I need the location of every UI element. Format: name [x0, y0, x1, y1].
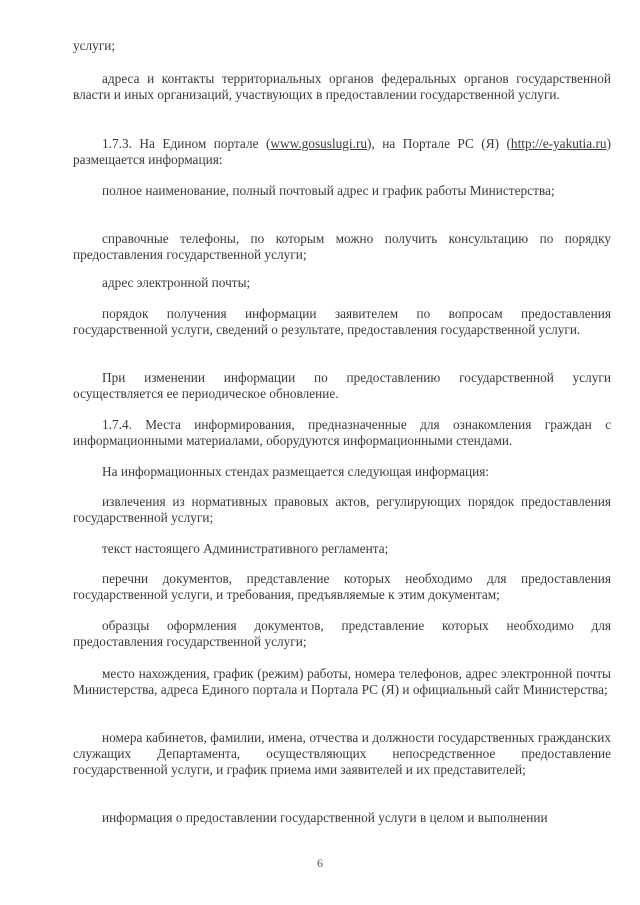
paragraph-6: адрес электронной почты;: [102, 275, 251, 290]
paragraph-11: извлечения из нормативных правовых актов, регулирующих порядок предоставления государственной услуги;: [73, 494, 611, 525]
paragraph-12: текст настоящего Административного регламента;: [102, 541, 389, 556]
paragraph-7: порядок получения информации заявителем по вопросам предоставления государственной услуги, сведений о результате, предоставления государственной услуги.: [73, 306, 611, 337]
paragraph-17: информация о предоставлении государственной услуги в целом и выполнении: [102, 810, 548, 825]
paragraph-9: 1.7.4. Места информирования, предназначенные для ознакомления граждан с информационными материалами, оборудуются информационными стендами.: [73, 417, 611, 448]
paragraph-8: При изменении информации по предоставлению государственной услуги осуществляется ее периодическое обновление.: [73, 370, 611, 401]
paragraph-5: справочные телефоны, по которым можно получить консультацию по порядку предоставления государственной услуги;: [73, 231, 611, 262]
paragraph-2: адреса и контакты территориальных органов федеральных органов государственной власти и иных организаций, участвующих в предоставлении государственной услуги.: [73, 71, 611, 102]
paragraph-14: образцы оформления документов, представление которых необходимо для предоставления государственной услуги;: [73, 618, 611, 649]
paragraph-15: место нахождения, график (режим) работы, номера телефонов, адрес электронной почты Министерства, адреса Единого портала и Портала РС (Я) и официальный сайт Министерства;: [73, 666, 611, 697]
paragraph-13: перечни документов, представление которых необходимо для предоставления государственной услуги, и требования, предъявляемые к этим документам;: [73, 571, 611, 602]
paragraph-16: номера кабинетов, фамилии, имена, отчества и должности государственных гражданских служащих Департамента, осуществляющих непосредственное предоставление государственной услуги, и график приема ими заявителей и их представителей;: [73, 730, 611, 777]
paragraph-3: 1.7.3. На Едином портале (www.gosuslugi.ru), на Портале РС (Я) (http://e-yakutia.ru) размещается информация:: [73, 136, 611, 167]
page-number: 6: [317, 856, 323, 870]
paragraph-4: полное наименование, полный почтовый адрес и график работы Министерства;: [102, 183, 555, 198]
paragraph-1: услуги;: [73, 38, 116, 53]
paragraph-10: На информационных стендах размещается следующая информация:: [102, 464, 490, 479]
